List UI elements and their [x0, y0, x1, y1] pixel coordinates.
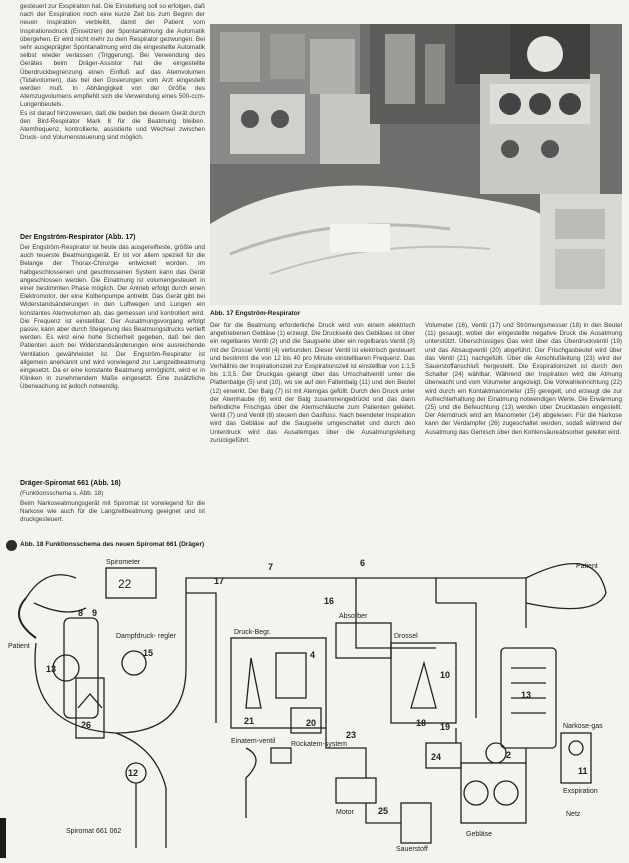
label-drossel: Drossel [394, 633, 418, 640]
box-22-label: 22 [118, 577, 132, 591]
num-10: 4 [310, 650, 316, 660]
num-12: 20 [306, 718, 317, 728]
num-14: 13 [521, 690, 532, 700]
num-4: 9 [92, 608, 98, 618]
num-17: 23 [346, 730, 357, 740]
num-7: 7 [268, 562, 274, 572]
label-patient-left: Patient [8, 643, 30, 650]
label-geblaese: Gebläse [466, 831, 493, 838]
label-pressure: Druck-Begr. [234, 629, 271, 636]
label-narkose: Narkose-gas [563, 723, 603, 730]
diagram-labels [8, 559, 603, 853]
num-8: 6 [360, 558, 366, 568]
num-2: 26 [81, 720, 92, 730]
column-3-text: Volumeter (16), Ventil (17) und Strömungsmesser (18) in den Beutel (11) gesaugt, wobei der eingestellte negative Druck die Ausatmung unterstützt. Überschüssiges Gas wird über das Überdruckventil (19) und das Absaugventil (20) abgeführt. Der Frischgasbeutel wird über das Ventil (21) nachgefüllt. Über die Anschlußleitung (23) wird der Sauerstoffanschluß hergestellt. Die Exspirationszeit ist durch den Schalter (24) wählbar. Während der Inspiration wird die Atmung überwacht und vom Volumeter angezeigt. Die Vorwahleinrichtung (22) wird durch ein Kontaktmanometer (15) geregelt, und erzeugt die zur Aufrechterhaltung der Einatmung notwendigen Werte. Die Erwärmung (25) und die Befeuchtung (13) werden über Drucktasten eingestellt. Der Atemdruck wird am Manometer (14) abgelesen. Für die Narkose kann der Verdampfer (26) zugeschaltet werden, sodaß während der Ausatmung das Gemisch über den Kohlensäureabsorber geleitet wird. [425, 322, 622, 436]
spiromat-function-diagram [6, 548, 622, 858]
num-16: 19 [440, 722, 451, 732]
page-edge-mark [0, 818, 6, 858]
diagram-numbers [46, 558, 588, 816]
diagram-svg [6, 548, 622, 858]
label-patient-right: Patient [576, 563, 598, 570]
num-19: 24 [431, 752, 442, 762]
photo-caption: Abb. 17 Engström-Respirator [210, 310, 301, 317]
label-exsp: Exspiration [563, 788, 598, 795]
label-manometer: Dampfdruck- regler [116, 633, 176, 640]
num-18: 2 [506, 750, 512, 760]
num-5: 15 [143, 648, 154, 658]
num-11: 21 [244, 716, 255, 726]
label-sauerstoff: Sauerstoff [396, 846, 428, 853]
label-spirometer: Spirometer [106, 559, 141, 566]
label-absorber: Absorber [339, 613, 368, 620]
column-1-draeger-subtitle: (Funktionsschema s. Abb. 18) [20, 490, 104, 497]
num-3: 8 [78, 608, 84, 618]
num-6: 17 [214, 576, 225, 586]
column-1-intro-text: gesteuert zur Exspiration hat. Die Einstellung soll so erfolgen, daß nach der Exspiration noch eine kurze Zeit bis zum Beginn der neuen Inspiration verbleibt, damit der Patient vom Inspirationsdruck (Einsetzen) der Spontanatmung die Automatik übergehen. Er wird nicht mehr zu dem Respirator gezwungen. Bei sehr ausgeprägter Spontanatmung wird die eingestellte Automatik selbst wieder verlassen (Triggerung). Bei Verwendung des Gerätes beim Dräger-Assistor hat die eingestellte Überdruckbegrenzung einen Einfluß auf das Atemvolumen (Tidalvolumen), das bei den Dosierungen vom Arzt eingestellt werden muß. In Abhängigkeit von der Größe des Atemzugvolumens empfiehlt sich die Verwendung eines 500-ccm-Lungenbeutels. Es ist darauf hinzuweisen, daß die beiden bei diesem Gerät durch den Bird-Respirator Mark 8 für die Beatmung bleiben. Atemfrequenz, kontrollierte, assistierte und Wechsel zwischen Druck- und Volumensteuerung sind möglich. [20, 3, 205, 142]
label-motor: Motor [336, 809, 354, 816]
num-22: 12 [128, 768, 139, 778]
num-15: 18 [416, 718, 427, 728]
label-rebreath: Rückatem-system [291, 741, 348, 748]
column-2-text: Der für die Beatmung erforderliche Druck wird von einem elektrisch angetriebenen Gebläse (1) erzeugt. Die Druckseite des Gebläses ist über ein regelbares Ventil (2) und die Saugseite über ein regelbares Ventil (3) mit der Drossel Ventil (4) verbunden. Dieser Ventil ist elektrisch gesteuert und bestimmt die von 12 bis 40 pro Minute einstellbaren Frequenz. Das Verhältnis der Inspirationszeit zur Exspirationszeit ist einstellbar von 1:1,5 bis 1:3,5. Der Druckgas gelangt über das Umschaltventil unter die Plattenbalge (5) und (10), wo sie auf den Faltenbalg (11) und den Beutel (12) einwirkt. Der Balg (7) ist mit Atemgas gefüllt. Durch den Druck unter der Atemhaube (6) wird der Balg zusammengedrückt und das darin befindliche Frischgas über die Atemschläuche zum Patienten geleitet. Ventil (7) und Ventil (8) steuern den Gasfluss. Nach beendeter Inspiration wird das Gebläse auf die Saugseite umgeschaltet und durch den Unterdruck wird das Ausatemgas über die Ausatmungsleitung zurückgeführt. [210, 322, 415, 444]
num-9: 16 [324, 596, 335, 606]
num-13: 10 [440, 670, 451, 680]
label-netz: Netz [566, 811, 581, 818]
engstroem-respirator-photo [210, 24, 622, 305]
label-ref: Spiromat 661 062 [66, 828, 122, 835]
figure-18-caption: Abb. 18 Funktionsschema des neuen Spiromat 661 (Dräger) [20, 541, 205, 548]
label-einatem: Einatem-ventil [231, 738, 276, 745]
heading-draeger: Dräger-Spiromat 661 (Abb. 18) [20, 480, 121, 487]
num-20: 25 [378, 806, 389, 816]
photo-illustration [210, 24, 622, 305]
num-21: 11 [578, 766, 588, 776]
heading-engstroem: Der Engström-Respirator (Abb. 17) [20, 234, 136, 241]
column-1-draeger-text: Beim Narkoseatmungsgerät mit Spiromat ist vorwiegend für die Narkose wie auch für die Langzeitbeatmung geeignet und ist druckgesteuert. [20, 500, 205, 524]
num-1: 13 [46, 664, 57, 674]
column-1-engstroem-text: Der Engström-Respirator ist heute das ausgereifteste, größte und auch teuerste Beatmungsgerät. Er ist vor allem speziell für die Belange der Thorax-Chirurgie entwickelt worden. Im halbgeschlossenen und geschlossenen System kann das Gerät angeschlossen werden. Die Einatmung ist volumengesteuert in einer bestimmten Phase möglich. Der Antrieb erfolgt durch einen Elektromotor, der eine Kolbenpumpe antreibt. Das Gerät gibt bei Widerstandsänderungen in den Luftwegen und Lungen ein konstantes Atemvolumen ab, das gemessen und kontrolliert wird. Die Frequenz ist einstellbar. Der Ausatmungsvorgang erfolgt passiv, kann aber durch Steigerung des Beatmungsdrucks vertieft werden. Es wird eine hohe Sicherheit gegeben, daß bei den Patienten auch bei Widerstandsänderungen eine ausreichende Ventilation gewährleistet ist. Der Engström-Respirator ist allgemein anerkannt und wird vorwiegend zur Langzeitbeatmung eingesetzt. Da er eine konstante Beatmung ermöglicht, wird er in Kliniken in zunehmendem Maße eingesetzt. Eine zusätzliche Überwachung ist jedoch notwendig. [20, 244, 205, 391]
